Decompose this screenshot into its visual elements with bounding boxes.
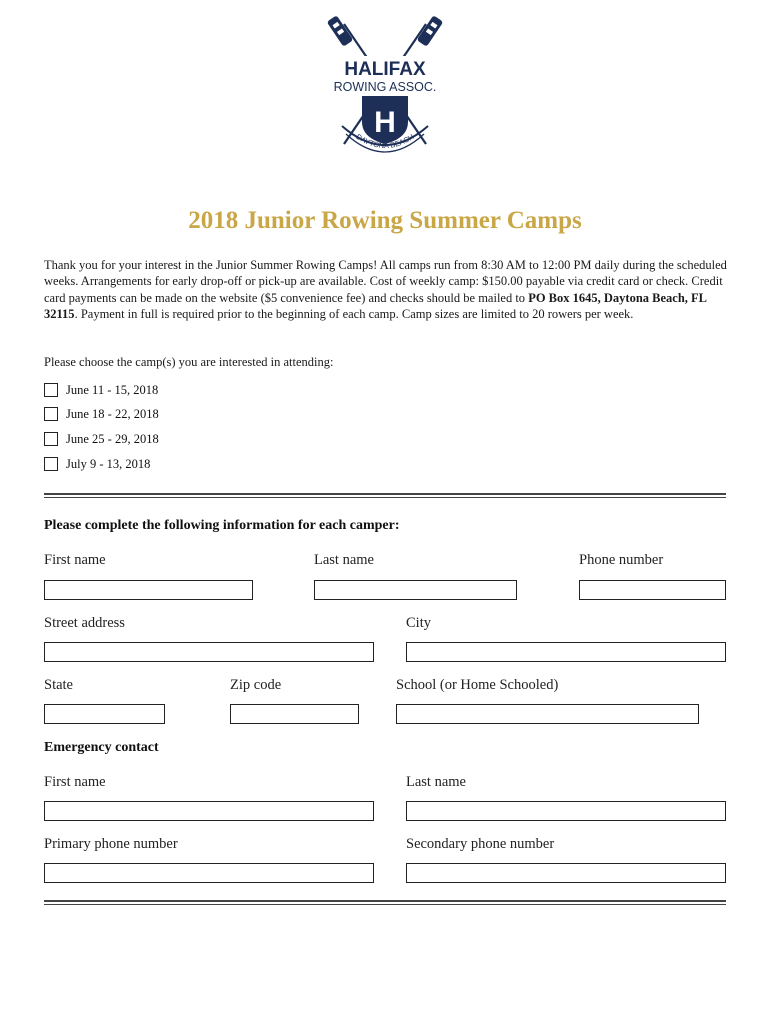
city-label: City (406, 615, 431, 631)
intro-paragraph (44, 257, 729, 323)
camp-option[interactable] (44, 456, 150, 472)
emergency-last-name-input[interactable] (406, 801, 726, 821)
street-address-input[interactable] (44, 642, 374, 662)
zip-code-input[interactable] (230, 704, 359, 724)
state-input[interactable] (44, 704, 165, 724)
divider-rule (44, 900, 726, 902)
primary-phone-label: Primary phone number (44, 836, 178, 852)
camper-phone-label: Phone number (579, 552, 664, 568)
intro-text-part2: . Payment in full is required prior to the beginning of each camp. Camp sizes are limited to 20 rowers per week. (74, 307, 634, 322)
divider-rule (44, 497, 726, 498)
camp-label: June 25 - 29, 2018 (66, 431, 159, 446)
secondary-phone-label: Secondary phone number (406, 836, 555, 852)
divider-rule (44, 493, 726, 495)
camp-option[interactable] (44, 406, 159, 422)
street-address-label: Street address (44, 615, 125, 631)
camp-label: June 18 - 22, 2018 (66, 406, 159, 421)
camp-label: June 11 - 15, 2018 (66, 382, 159, 397)
zip-code-label: Zip code (230, 677, 282, 693)
state-label: State (44, 677, 73, 693)
secondary-phone-input[interactable] (406, 863, 726, 883)
halifax-logo (322, 14, 448, 164)
emergency-last-name-label: Last name (406, 774, 466, 790)
emergency-first-name-input[interactable] (44, 801, 374, 821)
page-title: 2018 Junior Rowing Summer Camps (188, 207, 582, 234)
camp-label: July 9 - 13, 2018 (66, 456, 151, 471)
camper-last-name-input[interactable] (314, 580, 517, 600)
divider-rule (44, 904, 726, 905)
svg-text:ROWING ASSOC.: ROWING ASSOC. (333, 80, 437, 94)
camper-phone-input[interactable] (579, 580, 726, 600)
camper-first-name-label: First name (44, 552, 106, 568)
mailing-address: PO Box 1645, Daytona Beach, FL 32115 (44, 290, 707, 322)
camp-option[interactable] (44, 382, 158, 398)
city-input[interactable] (406, 642, 726, 662)
camper-first-name-input[interactable] (44, 580, 253, 600)
camper-last-name-label: Last name (314, 552, 374, 568)
camper-section-heading: Please complete the following information for each camper: (44, 518, 400, 533)
svg-text:HALIFAX: HALIFAX (344, 59, 426, 80)
camp-prompt: Please choose the camp(s) you are interested in attending: (44, 355, 334, 369)
svg-text:DAYTONA BEACH: DAYTONA BEACH (354, 132, 416, 151)
emergency-contact-heading: Emergency contact (44, 740, 159, 755)
primary-phone-input[interactable] (44, 863, 374, 883)
camp-checkbox[interactable] (44, 407, 58, 421)
school-input[interactable] (396, 704, 699, 724)
camp-checkbox[interactable] (44, 457, 58, 471)
svg-text:H: H (374, 106, 396, 139)
camp-option[interactable] (44, 431, 159, 447)
emergency-first-name-label: First name (44, 774, 106, 790)
intro-text-part1: Thank you for your interest in the Junior Summer Rowing Camps! All camps run from 8:30 AM to 12:00 PM daily during the scheduled weeks. Arrangements for early drop-off or pick-up are available. Cost of weekly camp: $150.00 payable via credit card or check. Credit card payments can be made on the website ($5 convenience fee) and checks should be mailed to (44, 258, 727, 305)
camp-checkbox[interactable] (44, 432, 58, 446)
school-label: School (or Home Schooled) (396, 677, 559, 693)
camp-checkbox[interactable] (44, 383, 58, 397)
